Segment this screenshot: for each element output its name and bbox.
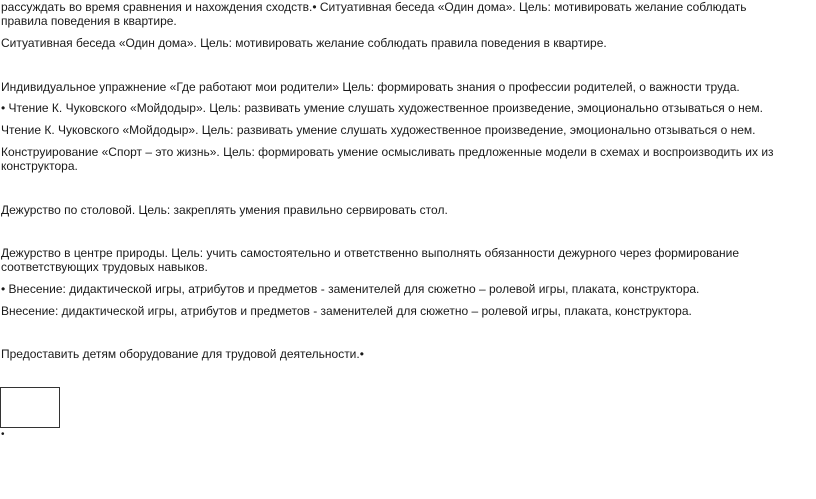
paragraph-6 xyxy=(1,145,791,173)
paragraph-4 xyxy=(1,101,791,115)
paragraph-7 xyxy=(1,203,791,217)
paragraph-10 xyxy=(1,304,791,318)
paragraph-8 xyxy=(1,246,791,274)
bullet-icon: • xyxy=(1,282,6,296)
bullet-icon: • xyxy=(1,429,5,440)
paragraph-text: Чтение К. Чуковского «Мойдодыр». Цель: развивать умение слушать художественное произведение, эмоционально отзываться о нем. xyxy=(1,123,756,137)
paragraph-text: Дежурство в центре природы. Цель: учить самостоятельно и ответственно выполнять обязанности дежурного через формирование соответствующих трудовых навыков. xyxy=(1,246,740,274)
paragraph-text: Чтение К. Чуковского «Мойдодыр». Цель: развивать умение слушать художественное произведение, эмоционально отзываться о нем. xyxy=(5,101,764,115)
bullet-icon: • xyxy=(359,347,364,361)
paragraph-3 xyxy=(1,80,791,94)
paragraph-11 xyxy=(1,347,791,361)
empty-frame xyxy=(0,387,60,428)
bullet-icon: • xyxy=(1,101,6,115)
paragraph-text: Внесение: дидактической игры, атрибутов и предметов - заменителей для сюжетно – ролевой игры, плаката, конструктора. xyxy=(5,282,700,296)
paragraph-text: Предоставить детям оборудование для трудовой деятельности. xyxy=(1,347,360,361)
bullet-icon: • xyxy=(312,0,317,14)
paragraph-2 xyxy=(1,36,791,50)
paragraph-9 xyxy=(1,282,791,296)
paragraph-1 xyxy=(1,0,791,28)
paragraph-text-continued: Ситуативная беседа «Один дома». Цель: мотивировать желание соблюдать правила поведения в квартире. xyxy=(1,0,747,28)
paragraph-text: Ситуативная беседа «Один дома». Цель: мотивировать желание соблюдать правила поведения в квартире. xyxy=(1,36,607,50)
paragraph-text: рассуждать во время сравнения и нахождения сходств. xyxy=(1,0,313,14)
paragraph-text: Индивидуальное упражнение «Где работают мои родители» Цель: формировать знания о профессии родителей, о важности труда. xyxy=(1,80,740,94)
paragraph-text: Внесение: дидактической игры, атрибутов и предметов - заменителей для сюжетно – ролевой игры, плаката, конструктора. xyxy=(1,304,692,318)
paragraph-text: Конструирование «Спорт – это жизнь». Цель: формировать умение осмысливать предложенные модели в схемах и воспроизводить их из конструктора. xyxy=(1,145,774,173)
paragraph-5 xyxy=(1,123,791,137)
paragraph-text: Дежурство по столовой. Цель: закреплять умения правильно сервировать стол. xyxy=(1,203,448,217)
